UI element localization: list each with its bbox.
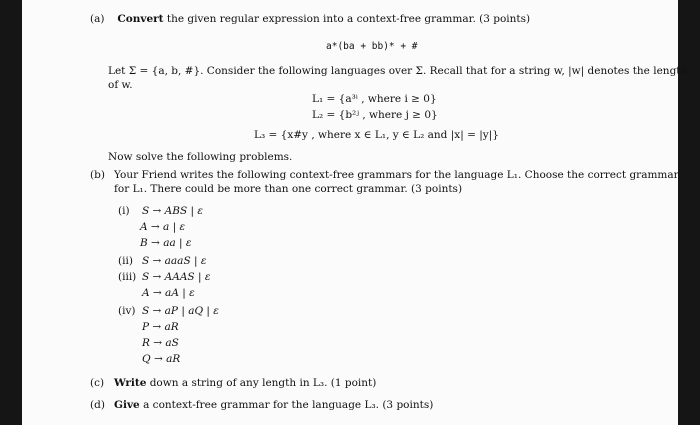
part-c-label: (c) [90,377,105,389]
part-a-instruction-rest: the given regular expression into a context-free grammar. (3 points) [163,13,531,25]
option-iv [118,304,219,318]
part-d-bold: Give [114,399,140,411]
option-ii [118,254,207,268]
part-d-heading [90,398,433,412]
option-iii-rule-1: S → AAAS | ε [142,271,211,283]
language-L3: L₃ = {x#y , where x ∈ L₁, y ∈ L₂ and |x| = |y|} [254,129,499,141]
option-i-rule-2: A → a | ε [140,221,186,233]
option-iii [118,270,210,284]
option-i-rule-3: B → aa | ε [140,237,192,249]
part-d-rest: a context-free grammar for the language L₃. (3 points) [139,399,434,411]
language-L2: L₂ = {b²ʲ , where j ≥ 0} [312,109,438,121]
option-i [118,204,203,218]
option-iv-rule-3: R → aS [142,337,179,349]
part-b-line2: for L₁. There could be more than one correct grammar. (3 points) [114,183,463,195]
option-iv-rule-2: P → aR [142,321,179,333]
part-c-rest: down a string of any length in L₃. (1 point) [146,377,377,389]
option-i-rule-1: S → ABS | ε [142,205,204,217]
part-b-line1 [90,168,679,182]
part-b-text-1: Your Friend writes the following context-free grammars for the language L₁. Choose the correct grammar [114,169,679,181]
option-ii-rule-1: S → aaaS | ε [142,255,207,267]
option-iii-label: (iii) [118,271,137,283]
option-iv-label: (iv) [118,305,136,317]
part-a-heading [90,12,530,26]
document-page [22,0,688,425]
alphabet-intro: Let Σ = {a, b, #}. Consider the following languages over Σ. Recall that for a string w, |w| denotes the length [108,65,688,77]
photo-edge-left [0,0,22,425]
language-L1: L₁ = {a³ⁱ , where i ≥ 0} [312,93,437,105]
part-c-bold: Write [114,377,147,389]
part-b-label: (b) [90,169,105,181]
part-d-label: (d) [90,399,105,411]
option-iv-rule-1: S → aP | aQ | ε [142,305,219,317]
part-a-instruction-bold: Convert [117,13,164,25]
part-a-label: (a) [90,13,105,25]
now-solve-text: Now solve the following problems. [108,151,293,163]
option-ii-label: (ii) [118,255,133,267]
part-c-heading [90,376,376,390]
option-iii-rule-2: A → aA | ε [142,287,195,299]
option-iv-rule-4: Q → aR [142,353,181,365]
option-i-label: (i) [118,205,130,217]
alphabet-intro-cont: of w. [108,79,133,91]
regex-expression: a*(ba + bb)* + # [326,41,418,52]
